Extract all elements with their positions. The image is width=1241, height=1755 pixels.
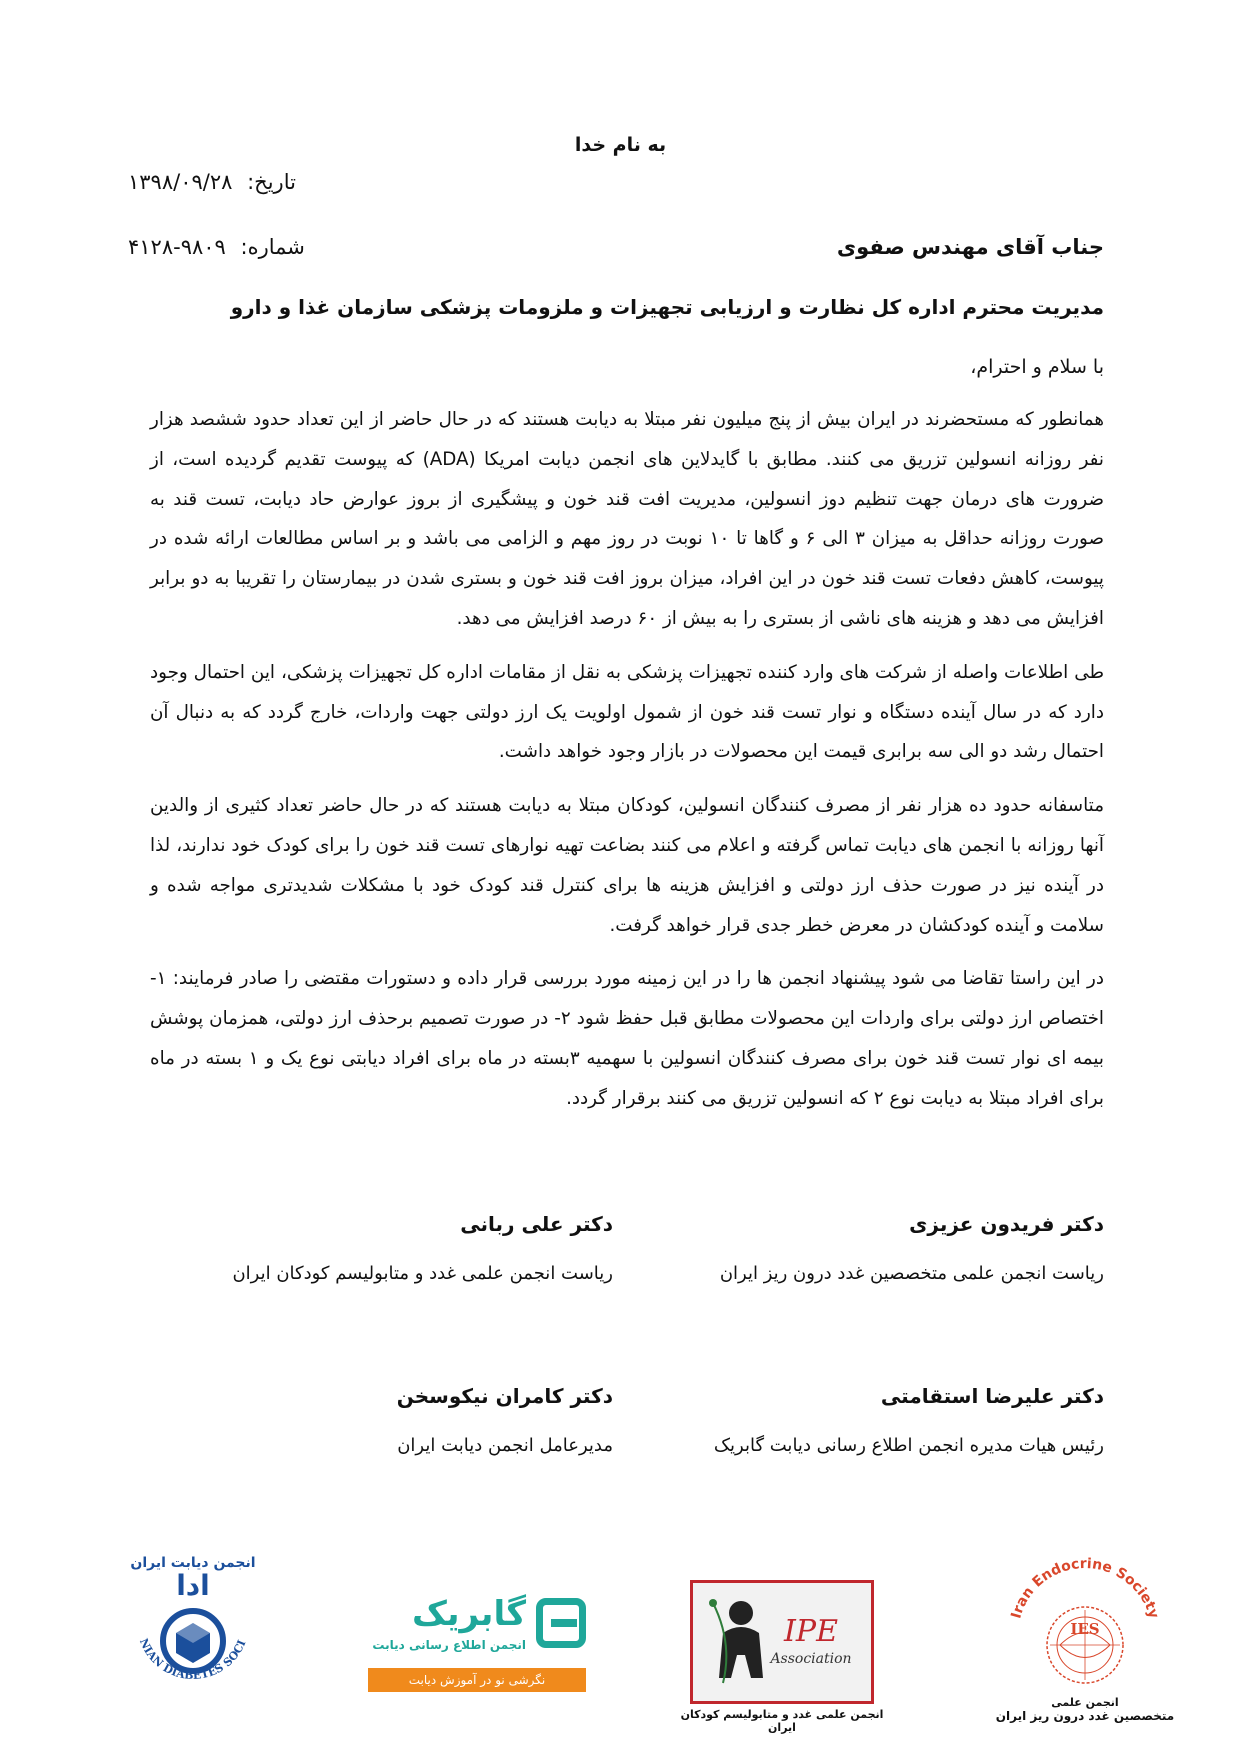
- gabric-brand: گابریک: [411, 1594, 526, 1634]
- endocrine-label-2: متخصصین غدد درون ریز ایران: [995, 1709, 1175, 1723]
- endocrine-seal-icon: [990, 1540, 1180, 1690]
- paragraph: در این راستا تقاضا می شود پیشنهاد انجمن ها را در این زمینه مورد بررسی قرار داده و دستورات مقتضی را صادر فرمایند: ۱- اختصاص ارز دولتی برای واردات این محصولات مطابق قبل حفظ شود ۲- در صورت تصمیم برحذف ارز دولتی، همزمان پوشش بیمه ای نوار تست قند خون برای مصرف کنندگان انسولین با سهمیه ۳بسته در ماه برای افراد دیابتی نوع یک و ۱ بسته در ماه برای افراد مبتلا به دیابت نوع ۲ که انسولین تزریق می کنند برقرار گردد.: [150, 968, 1104, 1109]
- signatory-name: دکتر فریدون عزیزی: [909, 1212, 1104, 1236]
- iran-endocrine-society-logo: [990, 1540, 1180, 1740]
- signatory-name: دکتر علی ربانی: [460, 1212, 613, 1236]
- signatory-title: ریاست انجمن علمی متخصصین غدد درون ریز ایران: [719, 1263, 1104, 1284]
- letter-body: [150, 400, 1104, 1133]
- signatory: [720, 1212, 1104, 1284]
- date-label: تاریخ:: [247, 170, 296, 194]
- gabric-g-icon: [536, 1598, 586, 1648]
- gabric-banner: نگرشی نو در آموزش دیابت: [368, 1668, 586, 1692]
- date-line: [128, 170, 328, 194]
- number-label: شماره:: [240, 235, 305, 259]
- iranian-diabetes-society-logo: [118, 1555, 268, 1735]
- paragraph: متاسفانه حدود ده هزار نفر از مصرف کنندگان انسولین، کودکان مبتلا به دیابت هستند که در حال حاضر تعداد کثیری از والدین آنها روزانه با انجمن های دیابت تماس گرفته و اعلام می کنند بضاعت تهیه نوارهای تست قند خون را برای کودک خود ندارند، لذا در آینده نیز در صورت حذف ارز دولتی و افزایش هزینه ها برای کنترل قند کودک خود با مشکلات شدیدتری مواجه شده و سلامت و آینده کودکشان در معرض خطر جدی قرار خواهد گرفت.: [150, 795, 1104, 936]
- greeting: با سلام و احترام،: [970, 356, 1104, 378]
- signatory: [232, 1212, 613, 1284]
- ipe-frame: [690, 1580, 874, 1704]
- signatory: [714, 1384, 1104, 1456]
- paragraph: همانطور که مستحضرند در ایران بیش از پنج میلیون نفر مبتلا به دیابت هستند که در حال حاضر از این تعداد حدود ششصد هزار نفر روزانه انسولین تزریق می کنند. مطابق با گایدلاین های انجمن دیابت امریکا (ADA) که پیوست تقدیم گردیده است، از ضرورت های درمان جهت تنظیم دوز انسولین، مدیریت افت قند خون و پیشگیری از بروز عوارض حاد دیابت، تست قند به صورت روزانه حداقل به میزان ۳ الی ۶ و گاها تا ۱۰ نوبت در روز مهم و الزامی می باشد و بر اساس مطالعات ارائه شده در پیوست، کاهش دفعات تست قند خون در این افراد، میزان بروز افت قند خون و بستری شدن در بیمارستان را تقریبا به دو برابر افزایش می دهد و هزینه های ناشی از بستری را به بیش از ۶۰ درصد افزایش می دهد.: [150, 409, 1105, 629]
- signatory-name: دکتر کامران نیکوسخن: [396, 1384, 613, 1408]
- ipe-association-text: Association: [770, 1651, 852, 1667]
- recipient-department: مدیریت محترم اداره کل نظارت و ارزیابی تجهیزات و ملزومات پزشکی سازمان غذا و دارو: [230, 295, 1104, 319]
- ipe-label: انجمن علمی غدد و متابولیسم کودکان ایران: [680, 1708, 884, 1734]
- ids-seal-icon: [118, 1601, 268, 1721]
- ids-arc-text: NIAN DIABETES SOCI: [136, 1636, 249, 1683]
- ids-title: انجمن دیابت ایران: [130, 1555, 256, 1571]
- endocrine-arc-text: Iran Endocrine Society: [1008, 1555, 1162, 1621]
- gabric-tagline: انجمن اطلاع رسانی دیابت: [372, 1638, 526, 1652]
- basmala: به نام خدا: [574, 134, 667, 156]
- ids-wordmark: ادا: [176, 1569, 210, 1602]
- signatory-name: دکتر علیرضا استقامتی: [880, 1384, 1104, 1408]
- number-line: [128, 235, 328, 259]
- gabric-logo: [362, 1590, 592, 1720]
- endocrine-label-1: انجمن علمی: [1051, 1696, 1119, 1709]
- signatory: [397, 1384, 613, 1456]
- signatory-title: مدیرعامل انجمن دیابت ایران: [397, 1435, 613, 1456]
- ipe-text: IPE: [784, 1614, 838, 1649]
- paragraph: طی اطلاعات واصله از شرکت های وارد کننده تجهیزات پزشکی به نقل از مقامات اداره کل تجهیزات پزشکی، این احتمال وجود دارد که در سال آینده دستگاه و نوار تست قند خون از شمول اولویت یک ارز دولتی جهت واردات، خارج گردد که به دنبال آن احتمال رشد دو الی سه برابری قیمت این محصولات در بازار وجود خواهد داشت.: [150, 661, 1104, 763]
- recipient-name: جناب آقای مهندس صفوی: [836, 235, 1104, 259]
- date-value: ۱۳۹۸/۰۹/۲۸: [128, 170, 233, 194]
- ipe-association-logo: [672, 1580, 892, 1740]
- endocrine-monogram: IES: [1070, 1620, 1100, 1638]
- number-value: ۹۸۰۹-۴۱۲۸: [128, 235, 226, 259]
- child-figure-icon: [693, 1583, 871, 1701]
- signatory-title: رئیس هیات مدیره انجمن اطلاع رسانی دیابت گابریک: [713, 1435, 1104, 1456]
- signatory-title: ریاست انجمن علمی غدد و متابولیسم کودکان ایران: [232, 1263, 613, 1284]
